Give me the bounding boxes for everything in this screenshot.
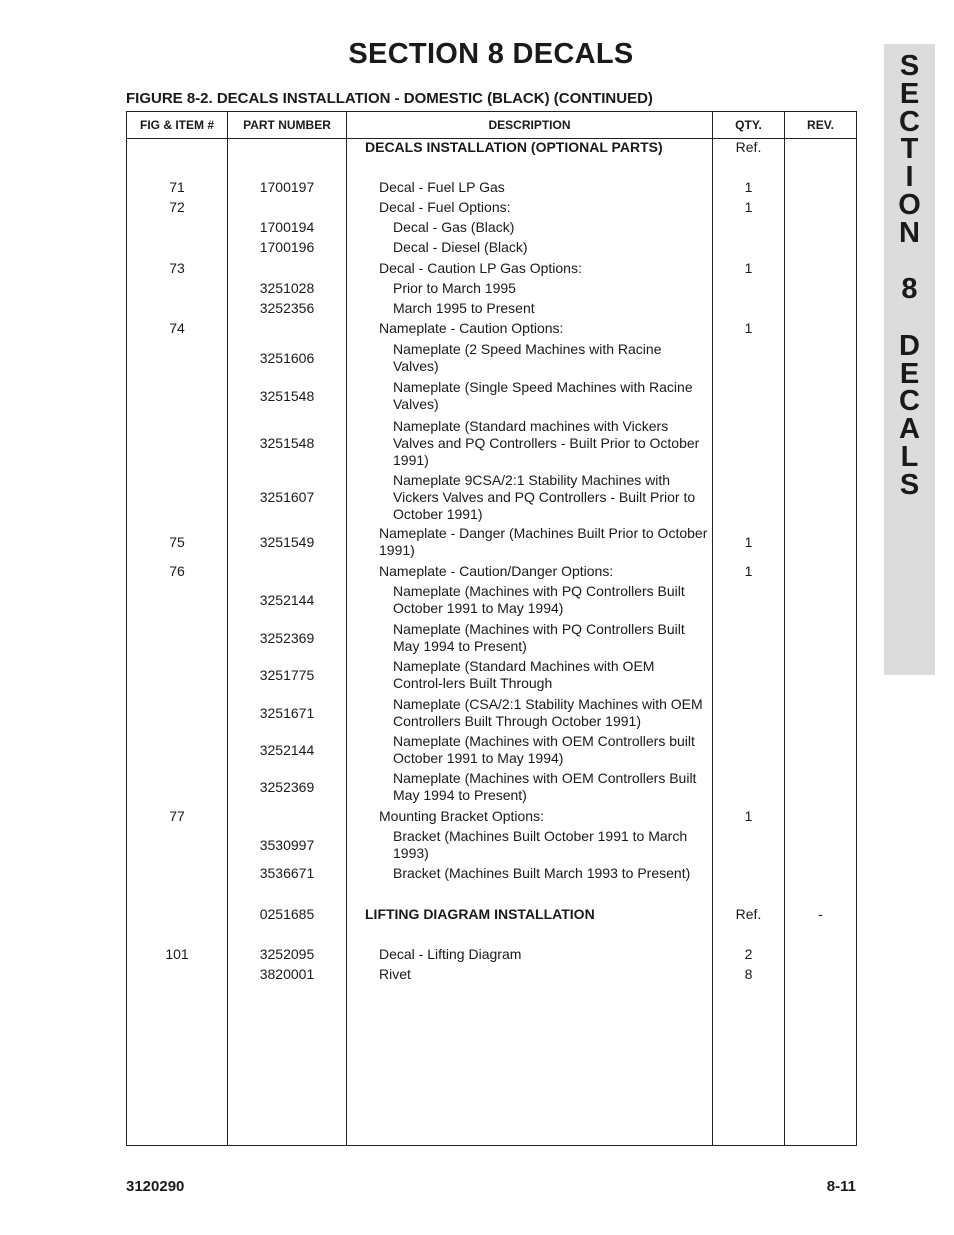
qty-cell bbox=[713, 340, 784, 376]
part-number-cell: 3252369 bbox=[259, 778, 315, 795]
header-fig-item: FIG & ITEM # bbox=[139, 118, 214, 132]
table-row bbox=[127, 524, 856, 560]
qty-cell bbox=[713, 299, 784, 317]
fig-item-cell bbox=[127, 695, 227, 731]
part-number-cell: 3252356 bbox=[259, 299, 315, 316]
qty-cell bbox=[713, 238, 784, 256]
description-cell: Prior to March 1995 bbox=[393, 279, 516, 296]
parts-table bbox=[126, 111, 857, 1146]
qty-cell bbox=[713, 657, 784, 693]
part-number-cell bbox=[228, 807, 346, 825]
fig-item-cell bbox=[127, 582, 227, 618]
rev-cell bbox=[785, 299, 856, 317]
rev-cell bbox=[785, 340, 856, 376]
part-number-cell: 3251549 bbox=[259, 533, 315, 550]
qty-cell bbox=[713, 582, 784, 618]
part-number-cell: 3252369 bbox=[259, 629, 315, 646]
side-tab-letter: A bbox=[899, 413, 920, 445]
rev-cell bbox=[785, 620, 856, 656]
description-cell: Nameplate - Danger (Machines Built Prior to October 1991) bbox=[379, 525, 708, 558]
description-cell: Nameplate (Machines with PQ Controllers Built October 1991 to May 1994) bbox=[393, 583, 685, 616]
description-cell: March 1995 to Present bbox=[393, 299, 535, 316]
qty-cell bbox=[713, 416, 784, 470]
fig-item-cell bbox=[127, 965, 227, 983]
description-cell: Decal - Gas (Black) bbox=[393, 218, 515, 235]
section-side-tab bbox=[884, 44, 935, 675]
description-cell: LIFTING DIAGRAM INSTALLATION bbox=[365, 905, 595, 922]
fig-item-cell bbox=[127, 340, 227, 376]
part-number-cell: 3251548 bbox=[259, 387, 315, 404]
qty-cell bbox=[713, 732, 784, 768]
rev-cell bbox=[785, 945, 856, 963]
part-number-cell: 3251548 bbox=[259, 434, 315, 451]
description-cell: Nameplate 9CSA/2:1 Stability Machines with Vickers Valves and PQ Controllers - Built Prior to October 1991) bbox=[393, 471, 696, 522]
table-row bbox=[127, 416, 856, 470]
table-row bbox=[127, 864, 856, 882]
part-number-cell: 1700197 bbox=[259, 178, 315, 195]
description-cell: DECALS INSTALLATION (OPTIONAL PARTS) bbox=[365, 138, 663, 155]
rev-cell: - bbox=[818, 905, 823, 922]
description-cell: Decal - Lifting Diagram bbox=[379, 945, 522, 962]
side-tab-letter: S bbox=[899, 50, 920, 82]
table-row bbox=[127, 905, 856, 923]
part-number-cell bbox=[228, 562, 346, 580]
rev-cell bbox=[785, 319, 856, 337]
description-cell: Decal - Fuel Options: bbox=[379, 198, 511, 215]
side-tab-letter: T bbox=[900, 133, 919, 165]
table-row bbox=[127, 620, 856, 656]
table-row bbox=[127, 299, 856, 317]
rev-cell bbox=[785, 218, 856, 236]
part-number-cell bbox=[228, 259, 346, 277]
rev-cell bbox=[785, 769, 856, 805]
rev-cell bbox=[785, 416, 856, 470]
part-number-cell: 3530997 bbox=[259, 836, 315, 853]
description-cell: Nameplate (2 Speed Machines with Racine Valves) bbox=[393, 341, 662, 374]
rev-cell bbox=[785, 138, 856, 156]
description-cell: Decal - Fuel LP Gas bbox=[379, 178, 505, 195]
fig-item-cell: 75 bbox=[169, 533, 185, 550]
side-tab-letter: C bbox=[899, 106, 920, 138]
part-number-cell: 3251607 bbox=[259, 488, 315, 505]
table-row bbox=[127, 732, 856, 768]
part-number-cell: 1700194 bbox=[259, 218, 315, 235]
rev-cell bbox=[785, 864, 856, 882]
section-title: SECTION 8 DECALS bbox=[348, 38, 634, 70]
qty-cell: Ref. bbox=[735, 905, 762, 922]
side-tab-letter: S bbox=[899, 469, 920, 501]
header-qty: QTY. bbox=[735, 118, 762, 132]
part-number-cell: 3251606 bbox=[259, 349, 315, 366]
fig-item-cell bbox=[127, 416, 227, 470]
qty-cell: Ref. bbox=[735, 138, 762, 155]
table-row bbox=[127, 198, 856, 216]
qty-cell bbox=[713, 279, 784, 297]
qty-cell: 2 bbox=[744, 945, 753, 962]
side-tab-letter: E bbox=[899, 358, 920, 390]
rev-cell bbox=[785, 582, 856, 618]
description-cell: Nameplate (Standard Machines with OEM Control-lers Built Through bbox=[393, 658, 655, 691]
part-number-cell bbox=[228, 198, 346, 216]
part-number-cell: 3251671 bbox=[259, 704, 315, 721]
fig-item-cell: 73 bbox=[169, 259, 185, 276]
rev-cell bbox=[785, 807, 856, 825]
side-tab-letter: D bbox=[899, 330, 920, 362]
qty-cell: 1 bbox=[744, 198, 753, 215]
table-row bbox=[127, 279, 856, 297]
table-row bbox=[127, 695, 856, 731]
part-number-cell: 0251685 bbox=[259, 905, 315, 922]
rev-cell bbox=[785, 378, 856, 414]
table-row bbox=[127, 238, 856, 256]
header-description: DESCRIPTION bbox=[488, 118, 571, 132]
part-number-cell bbox=[228, 138, 346, 156]
fig-item-cell bbox=[127, 218, 227, 236]
fig-item-cell: 72 bbox=[169, 198, 185, 215]
fig-item-cell bbox=[127, 470, 227, 524]
fig-item-cell bbox=[127, 138, 227, 156]
part-number-cell: 1700196 bbox=[259, 238, 315, 255]
part-number-cell: 3251775 bbox=[259, 666, 315, 683]
rev-cell bbox=[785, 827, 856, 863]
table-row bbox=[127, 259, 856, 277]
qty-cell: 1 bbox=[744, 178, 753, 195]
fig-item-cell bbox=[127, 279, 227, 297]
qty-cell bbox=[713, 695, 784, 731]
part-number-cell: 3251028 bbox=[259, 279, 315, 296]
rev-cell bbox=[785, 470, 856, 524]
fig-item-cell bbox=[127, 378, 227, 414]
table-row bbox=[127, 657, 856, 693]
figure-title: FIGURE 8-2. DECALS INSTALLATION - DOMESTIC (BLACK) (CONTINUED) bbox=[126, 90, 653, 107]
table-row bbox=[127, 178, 856, 196]
part-number-cell: 3252095 bbox=[259, 945, 315, 962]
qty-cell bbox=[713, 378, 784, 414]
table-row bbox=[127, 827, 856, 863]
description-cell: Nameplate (Machines with OEM Controllers Built May 1994 to Present) bbox=[393, 770, 697, 803]
description-cell: Mounting Bracket Options: bbox=[379, 807, 544, 824]
qty-cell: 1 bbox=[744, 533, 753, 550]
description-cell: Bracket (Machines Built March 1993 to Present) bbox=[393, 864, 691, 881]
description-cell: Rivet bbox=[379, 965, 411, 982]
side-tab-letter: N bbox=[899, 217, 920, 249]
side-tab-letter: E bbox=[899, 78, 920, 110]
side-tab-letter: I bbox=[905, 161, 914, 193]
qty-cell: 1 bbox=[744, 807, 753, 824]
side-tab-letter: 8 bbox=[901, 273, 918, 305]
table-row bbox=[127, 769, 856, 805]
table-row bbox=[127, 138, 856, 156]
fig-item-cell bbox=[127, 827, 227, 863]
description-cell: Bracket (Machines Built October 1991 to March 1993) bbox=[393, 828, 688, 861]
fig-item-cell bbox=[127, 620, 227, 656]
rev-cell bbox=[785, 198, 856, 216]
table-row bbox=[127, 807, 856, 825]
description-cell: Nameplate (CSA/2:1 Stability Machines with OEM Controllers Built Through October 1991) bbox=[393, 696, 703, 729]
header-part-number: PART NUMBER bbox=[243, 118, 331, 132]
side-tab-letter: L bbox=[900, 441, 919, 473]
rev-cell bbox=[785, 279, 856, 297]
description-cell: Nameplate - Caution Options: bbox=[379, 319, 564, 336]
qty-cell bbox=[713, 218, 784, 236]
table-row bbox=[127, 470, 856, 524]
fig-item-cell bbox=[127, 657, 227, 693]
description-cell: Nameplate (Standard machines with Vickers Valves and PQ Controllers - Built Prior to October 1991) bbox=[393, 417, 700, 468]
qty-cell bbox=[713, 620, 784, 656]
rev-cell bbox=[785, 524, 856, 560]
description-cell: Nameplate - Caution/Danger Options: bbox=[379, 562, 614, 579]
fig-item-cell: 77 bbox=[169, 807, 185, 824]
side-tab-letter: C bbox=[899, 385, 920, 417]
table-row bbox=[127, 319, 856, 337]
rev-cell bbox=[785, 178, 856, 196]
qty-cell: 8 bbox=[744, 965, 753, 982]
description-cell: Decal - Diesel (Black) bbox=[393, 238, 528, 255]
part-number-cell: 3820001 bbox=[259, 965, 315, 982]
description-cell: Nameplate (Single Speed Machines with Racine Valves) bbox=[393, 379, 693, 412]
fig-item-cell bbox=[127, 769, 227, 805]
qty-cell bbox=[713, 864, 784, 882]
fig-item-cell: 101 bbox=[165, 945, 189, 962]
fig-item-cell: 74 bbox=[169, 319, 185, 336]
rev-cell bbox=[785, 259, 856, 277]
table-row bbox=[127, 945, 856, 963]
part-number-cell: 3536671 bbox=[259, 864, 315, 881]
description-cell: Decal - Caution LP Gas Options: bbox=[379, 259, 582, 276]
rev-cell bbox=[785, 732, 856, 768]
page-number: 8-11 bbox=[826, 1178, 856, 1195]
description-cell: Nameplate (Machines with OEM Controllers built October 1991 to May 1994) bbox=[393, 733, 695, 766]
table-row bbox=[127, 965, 856, 983]
qty-cell bbox=[713, 827, 784, 863]
table-row bbox=[127, 562, 856, 580]
fig-item-cell bbox=[127, 238, 227, 256]
rev-cell bbox=[785, 238, 856, 256]
table-row bbox=[127, 378, 856, 414]
description-cell: Nameplate (Machines with PQ Controllers Built May 1994 to Present) bbox=[393, 621, 685, 654]
part-number-cell: 3252144 bbox=[259, 741, 315, 758]
part-number-cell bbox=[228, 319, 346, 337]
fig-item-cell bbox=[127, 732, 227, 768]
rev-cell bbox=[785, 562, 856, 580]
qty-cell bbox=[713, 769, 784, 805]
qty-cell: 1 bbox=[744, 562, 753, 579]
header-rev: REV. bbox=[807, 118, 834, 132]
fig-item-cell: 71 bbox=[169, 178, 185, 195]
qty-cell: 1 bbox=[744, 259, 753, 276]
rev-cell bbox=[785, 657, 856, 693]
rev-cell bbox=[785, 695, 856, 731]
fig-item-cell bbox=[127, 905, 227, 923]
table-row bbox=[127, 340, 856, 376]
qty-cell bbox=[713, 470, 784, 524]
side-tab-letter: O bbox=[898, 189, 921, 221]
fig-item-cell: 76 bbox=[169, 562, 185, 579]
qty-cell: 1 bbox=[744, 319, 753, 336]
part-number-cell: 3252144 bbox=[259, 591, 315, 608]
table-row bbox=[127, 218, 856, 236]
rev-cell bbox=[785, 965, 856, 983]
fig-item-cell bbox=[127, 864, 227, 882]
doc-number: 3120290 bbox=[126, 1178, 185, 1195]
fig-item-cell bbox=[127, 299, 227, 317]
table-row bbox=[127, 582, 856, 618]
